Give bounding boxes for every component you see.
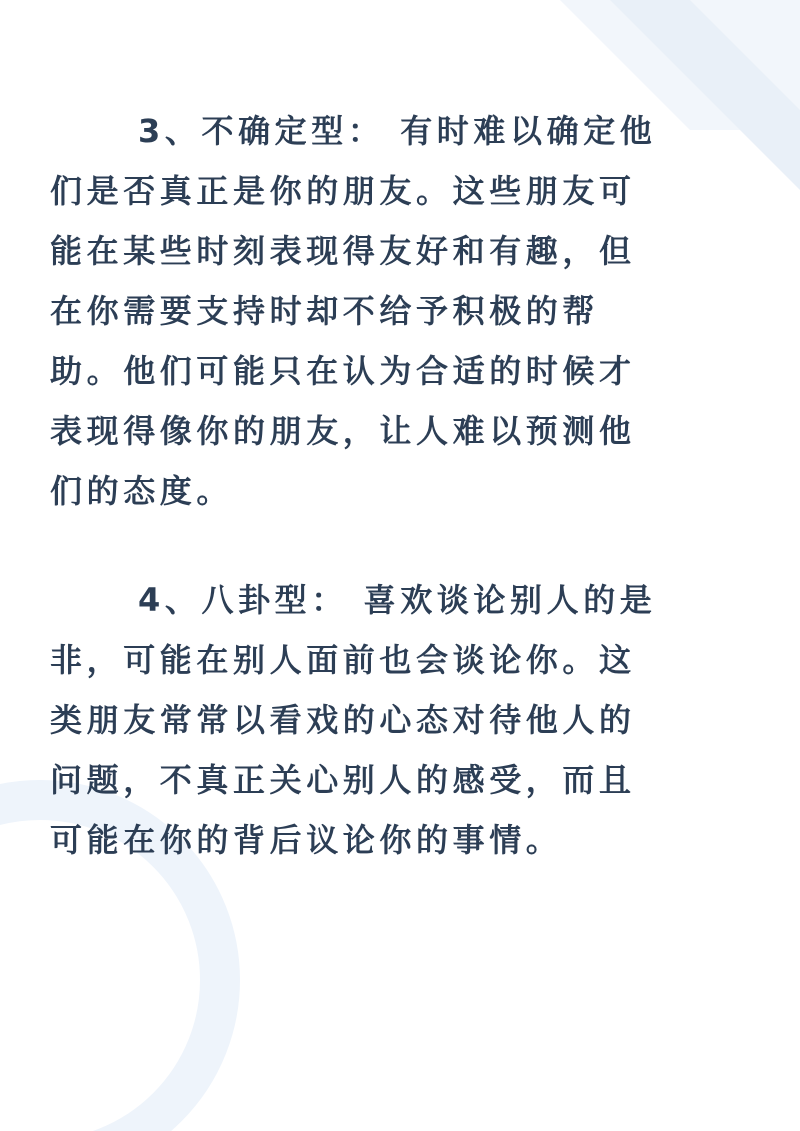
- text-line: 们的态度。: [50, 472, 234, 510]
- text-line: 能在某些时刻表现得友好和有趣，但: [50, 232, 636, 270]
- text-line: 3、不确定型： 有时难以确定他: [138, 112, 657, 150]
- text-line: 可能在你的背后议论你的事情。: [50, 821, 563, 859]
- text-line: 类朋友常常以看戏的心态对待他人的: [50, 701, 636, 739]
- text-line: 4、八卦型： 喜欢谈论别人的是: [138, 581, 657, 619]
- text-line: 们是否真正是你的朋友。这些朋友可: [50, 172, 636, 210]
- text-line: 表现得像你的朋友，让人难以预测他: [50, 412, 636, 450]
- text-line: 在你需要支持时却不给予积极的帮: [50, 292, 600, 330]
- text-line: 助。他们可能只在认为合适的时候才: [50, 352, 636, 390]
- text-line: 问题，不真正关心别人的感受，而且: [50, 761, 636, 799]
- text-line: 非，可能在别人面前也会谈论你。这: [50, 641, 636, 679]
